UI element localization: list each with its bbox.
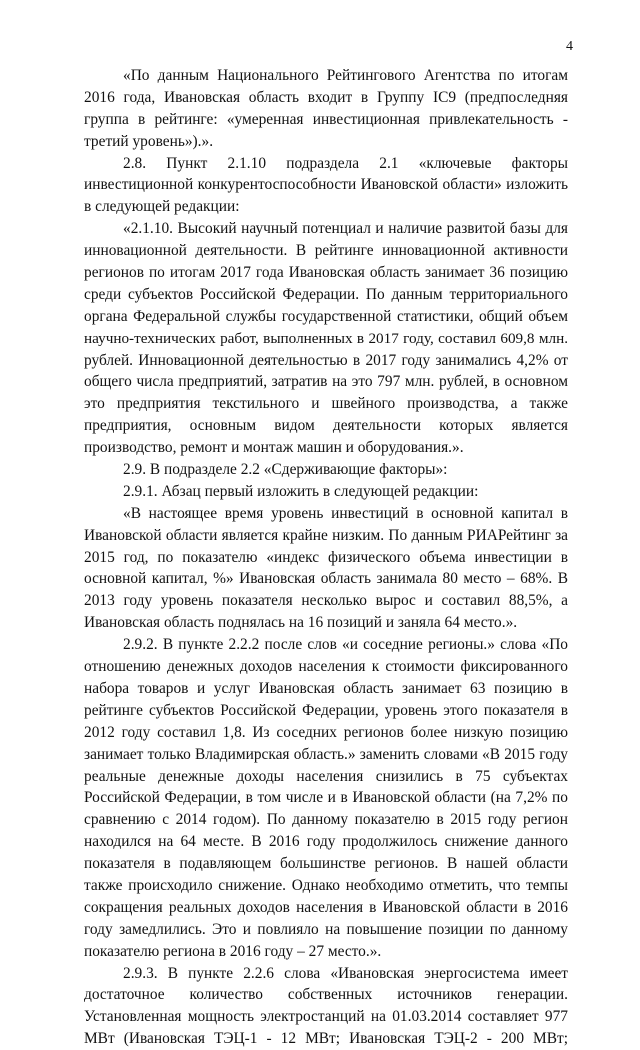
text-line: общего числа предприятий, затратив на это 797 млн. рублей, в основном — [84, 373, 568, 391]
text-line: также происходило снижение. Однако необходимо отметить, что темпы — [84, 876, 568, 894]
text-line: производство, ремонт и монтаж машин и оборудования.». — [84, 439, 464, 457]
text-line: «В настоящее время уровень инвестиций в основной капитал в — [123, 504, 568, 522]
text-line: 2.8. Пункт 2.1.10 подраздела 2.1 «ключевые факторы — [123, 154, 568, 172]
text-line: среди субъектов Российской Федерации. По данным территориального — [84, 285, 568, 303]
text-line: Российской Федерации, в том числе и в Ивановской области (на 7,2% по — [84, 789, 568, 807]
text-line: «По данным Национального Рейтингового Агентства по итогам — [123, 67, 568, 84]
text-line: научно-технических работ, выполненных в 2017 году, составил 609,8 млн. — [84, 329, 568, 347]
text-line: рейтинге субъектов Российской Федерации, уровень этого показателя в — [84, 701, 568, 719]
text-line: занимает только Владимирская область.» заменить словами «В 2015 году — [84, 745, 568, 763]
text-line: основной капитал, %» Ивановская область занимала 80 место – 68%. В — [84, 570, 568, 588]
text-line: 2.9.3. В пункте 2.2.6 слова «Ивановская энергосистема имеет — [123, 964, 568, 982]
text-line: 2015 год, по показателю «индекс физического объема инвестиции в — [84, 548, 568, 566]
text-line: Ивановской области является крайне низким. По данным РИАРейтинг за — [84, 526, 568, 544]
text-line: рублей. Инновационной деятельностью в 2017 году занимались 4,2% от — [84, 351, 568, 369]
text-line: в следующей редакции: — [84, 198, 240, 216]
text-line: регионов по итогам 2017 года Ивановская область занимает 36 позицию — [84, 264, 568, 282]
text-line: МВт (Ивановская ТЭЦ-1 - 12 МВт; Ивановская ТЭЦ-2 - 200 МВт; — [84, 1030, 568, 1048]
text-line: 2012 году составил 1,8. Из соседних регионов более низкую позицию — [84, 723, 568, 741]
text-line: инновационной деятельности. В рейтинге инновационной активности — [84, 242, 568, 260]
text-line: находился на 64 месте. В 2016 году продолжилось снижение данного — [84, 833, 568, 851]
text-line: сравнению с 2014 годом). По данному показателю в 2015 году регион — [84, 811, 568, 829]
text-line: 2016 года, Ивановская область входит в Группу IC9 (предпоследняя — [84, 88, 568, 106]
text-line: реальные денежные доходы населения снизились в 75 субъектах — [84, 767, 568, 785]
text-line: сокращения реальных доходов населения в Ивановской области в 2016 — [84, 898, 568, 916]
text-line: инвестиционной конкурентоспособности Ивановской области» изложить — [84, 176, 568, 194]
text-line: Ивановская область поднялась на 16 позиций и заняла 64 место.». — [84, 614, 518, 632]
text-line: предприятия, основным видом деятельности которых является — [84, 417, 568, 435]
text-line: органа Федеральной службы государственной статистики, общий объем — [84, 307, 568, 325]
text-line: 2.9. В подразделе 2.2 «Сдерживающие факторы»: — [123, 461, 448, 479]
page-number: 4 — [566, 39, 573, 54]
text-line: группа в рейтинге: «умеренная инвестиционная привлекательность - — [84, 110, 568, 128]
text-line: Установленная мощность электростанций на 01.03.2014 составляет 977 — [84, 1008, 568, 1026]
text-line: набора товаров и услуг Ивановская область занимает 63 позицию в — [84, 679, 568, 697]
text-line: 2.9.2. В пункте 2.2.2 после слов «и соседние регионы.» слова «По — [123, 636, 568, 654]
document-body — [84, 65, 568, 1050]
text-line: 2.9.1. Абзац первый изложить в следующей редакции: — [123, 482, 479, 500]
text-line: отношению денежных доходов населения к стоимости фиксированного — [84, 658, 568, 676]
text-line: достаточное количество собственных источников генерации. — [84, 986, 568, 1004]
text-line: 2013 году уровень показателя несколько вырос и составил 88,5%, а — [84, 592, 568, 610]
text-line: третий уровень»).». — [84, 132, 214, 150]
text-line: показателя в подавляющем большинстве регионов. В нашей области — [84, 855, 568, 873]
text-line: показателю региона в 2016 году – 27 место.». — [84, 942, 382, 960]
text-line: году замедлились. Это и повлияло на повышение позиции по данному — [84, 920, 568, 938]
text-line: это предприятия текстильного и швейного производства, а также — [84, 395, 568, 413]
text-line: «2.1.10. Высокий научный потенциал и наличие развитой базы для — [123, 220, 568, 238]
